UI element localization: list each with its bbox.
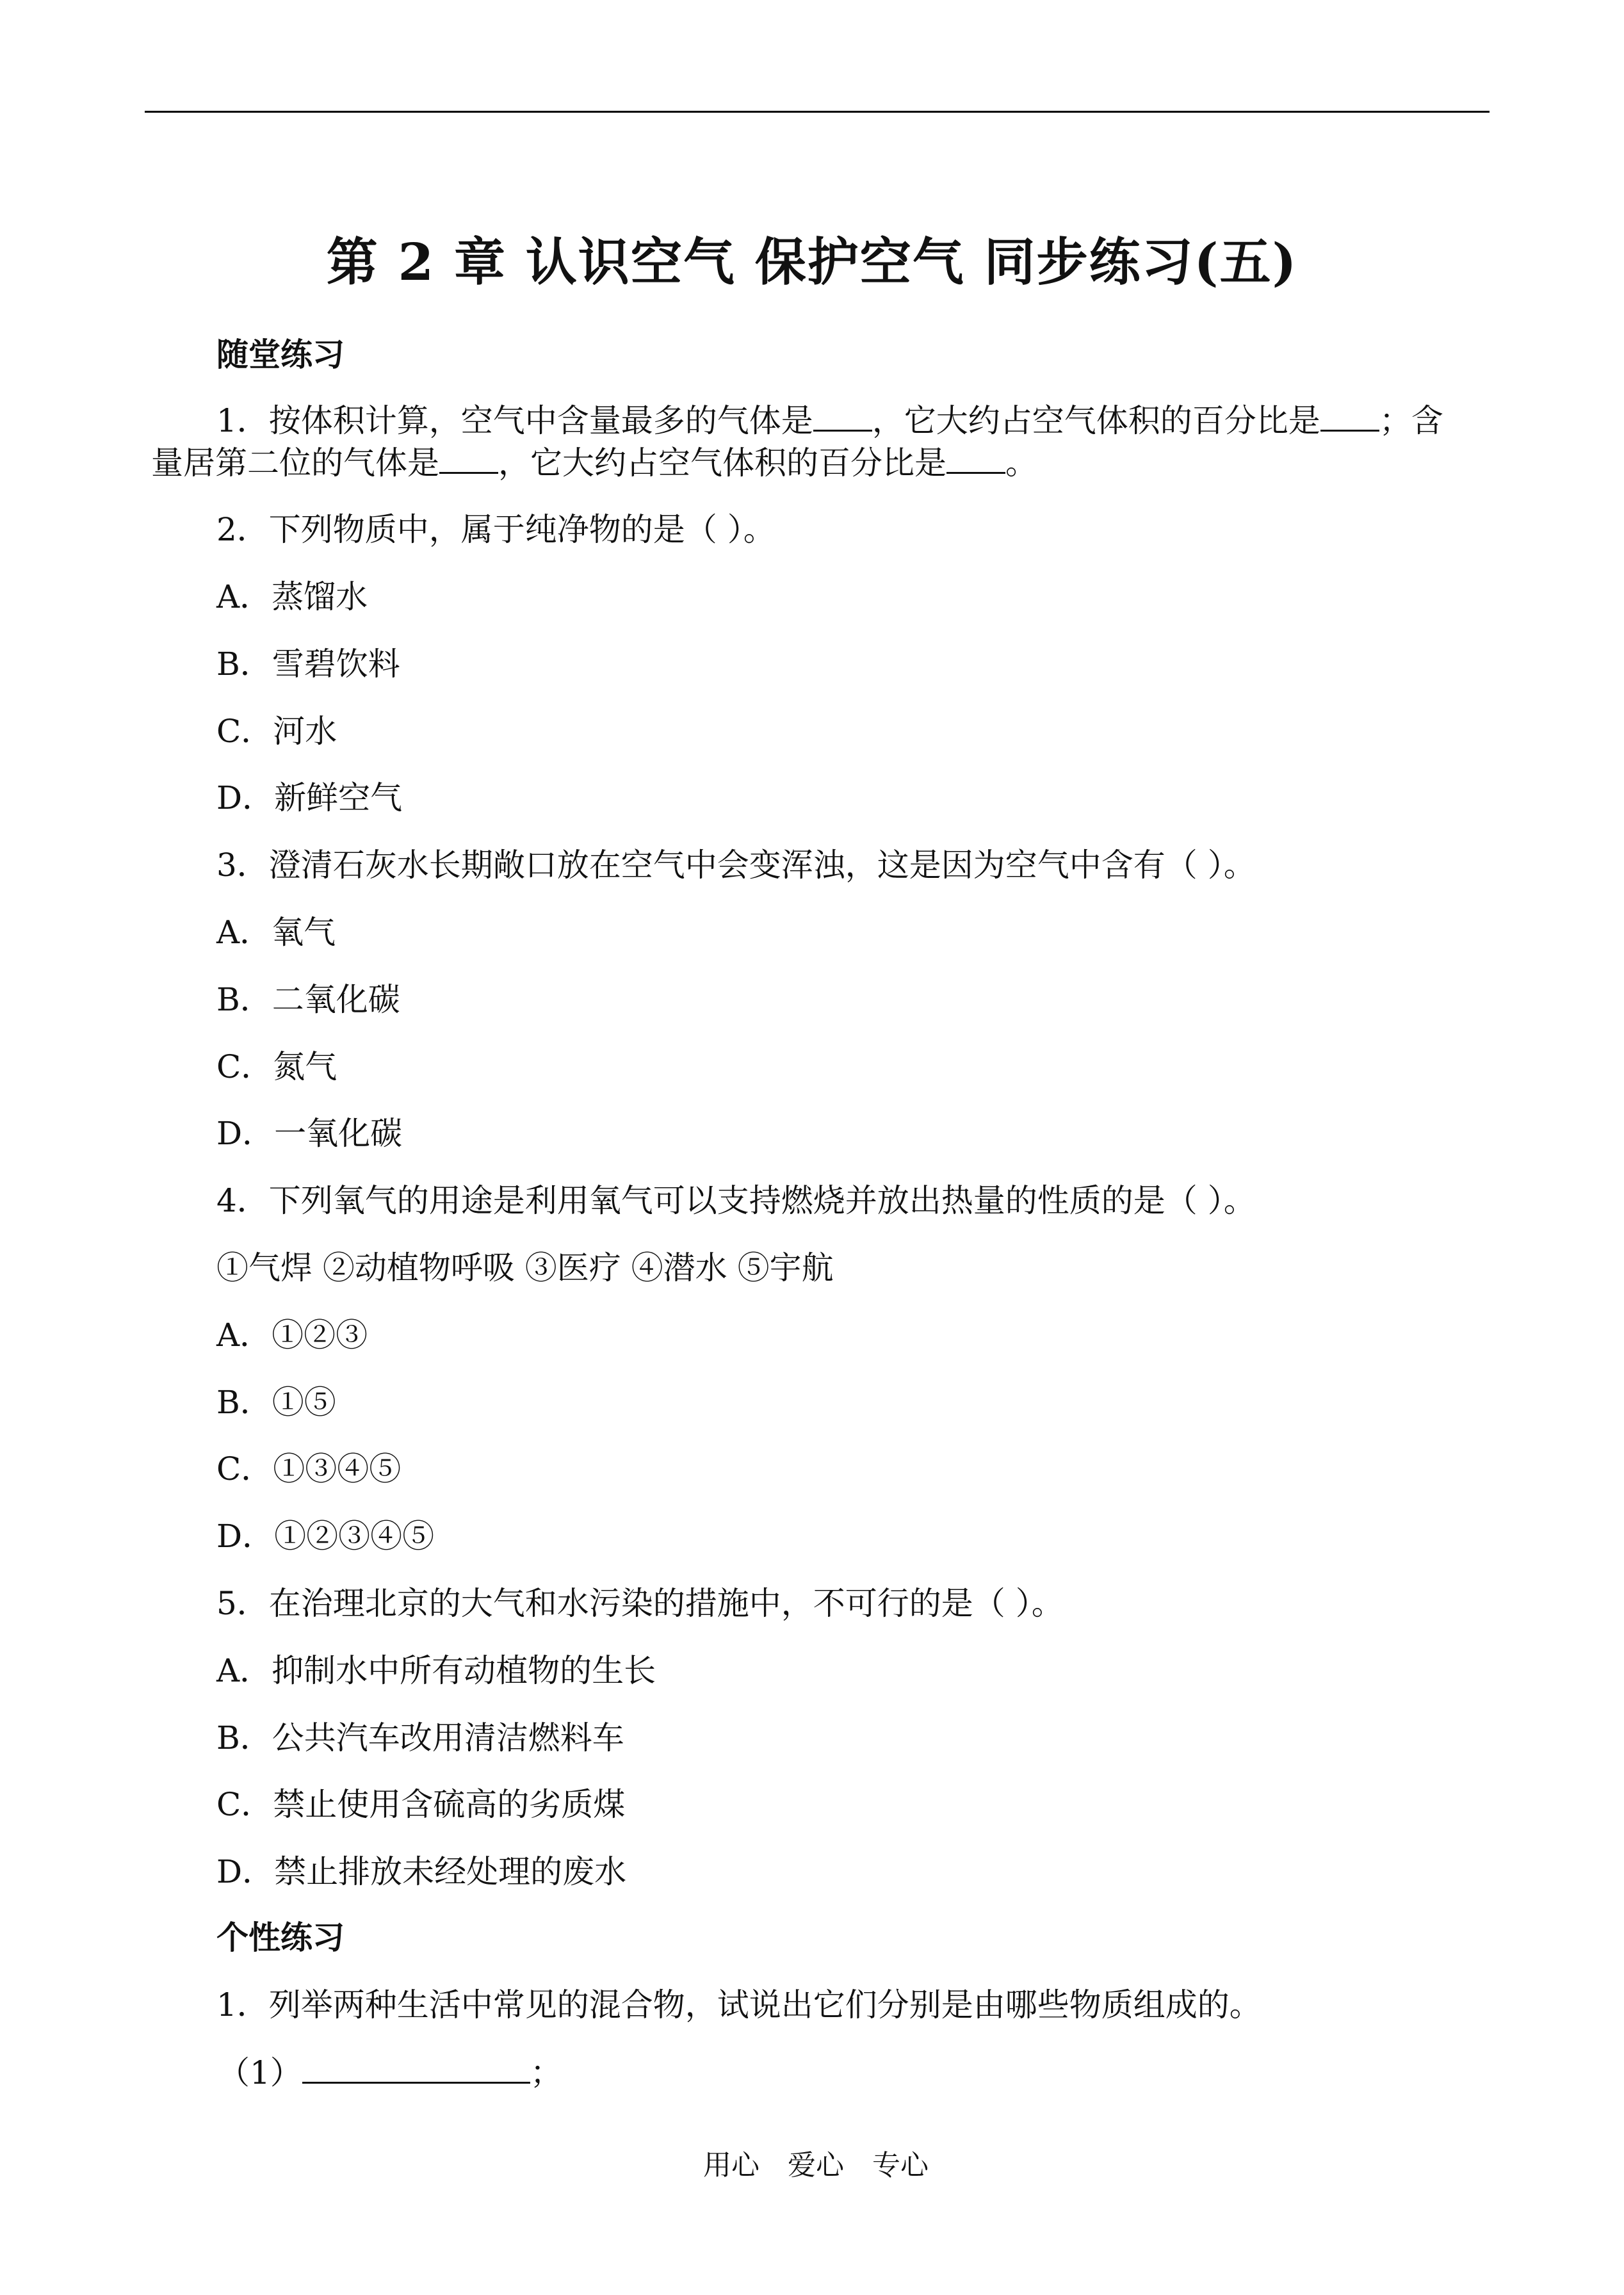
section-heading-individual: 个性练习 — [216, 1918, 345, 1956]
individual-question-1-stem: 1．列举两种生活中常见的混合物，试说出它们分别是由哪些物质组成的。 — [216, 1986, 1262, 2023]
q1-text-a: 1．按体积计算，空气中含量最多的气体是 — [216, 402, 813, 439]
question-4-choices: ①气焊 ②动植物呼吸 ③医疗 ④潜水 ⑤宇航 — [216, 1249, 834, 1286]
question-5-stem: 5．在治理北京的大气和水污染的措施中，不可行的是（ ）。 — [216, 1585, 1064, 1622]
question-2-option-c: C．河水 — [216, 713, 337, 750]
question-3-option-b: B．二氧化碳 — [216, 981, 400, 1018]
question-4-option-a: A．①②③ — [216, 1317, 368, 1354]
question-4-option-c: C．①③④⑤ — [216, 1450, 402, 1488]
item-1-end: ； — [530, 2054, 562, 2091]
page-title: 第 2 章 认识空气 保护空气 同步练习(五) — [326, 232, 1298, 292]
question-4-option-b: B．①⑤ — [216, 1384, 336, 1421]
question-4-stem: 4．下列氧气的用途是利用氧气可以支持燃烧并放出热量的性质的是（ ）。 — [216, 1182, 1256, 1219]
page-footer: 用心 爱心 专心 — [703, 2149, 929, 2182]
item-1-answer-blank[interactable] — [302, 2054, 530, 2084]
question-3-option-d: D．一氧化碳 — [216, 1115, 403, 1152]
question-2-stem: 2．下列物质中，属于纯净物的是（ ）。 — [216, 511, 775, 548]
q1-blank-4[interactable] — [946, 444, 1005, 474]
question-2-option-b: B．雪碧饮料 — [216, 645, 400, 683]
question-1-line-2 — [151, 444, 1037, 482]
question-3-option-a: A．氧气 — [216, 914, 336, 951]
question-2-option-a: A．蒸馏水 — [216, 578, 368, 615]
q1-text-f: 。 — [1005, 444, 1037, 482]
q1-blank-3[interactable] — [439, 444, 498, 474]
question-5-option-c: C．禁止使用含硫高的劣质煤 — [216, 1786, 626, 1823]
question-1-line-1 — [216, 401, 1443, 440]
question-5-option-b: B．公共汽车改用清洁燃料车 — [216, 1719, 624, 1756]
q1-blank-1[interactable] — [813, 401, 872, 432]
q1-text-e: ，它大约占空气体积的百分比是 — [498, 444, 946, 482]
top-rule — [145, 111, 1490, 113]
q1-text-c: ；含 — [1379, 402, 1443, 439]
question-3-option-c: C．氮气 — [216, 1048, 337, 1085]
question-2-option-d: D．新鲜空气 — [216, 779, 403, 816]
question-5-option-a: A．抑制水中所有动植物的生长 — [216, 1652, 656, 1689]
q1-text-b: ，它大约占空气体积的百分比是 — [872, 402, 1320, 439]
question-5-option-d: D．禁止排放未经处理的废水 — [216, 1853, 627, 1890]
question-4-option-d: D．①②③④⑤ — [216, 1518, 435, 1555]
q1-text-d: 量居第二位的气体是 — [151, 444, 439, 482]
section-heading-practice: 随堂练习 — [216, 336, 345, 373]
question-3-stem: 3．澄清石灰水长期敞口放在空气中会变浑浊，这是因为空气中含有（ ）。 — [216, 847, 1256, 884]
individual-question-1-item-1 — [218, 2054, 562, 2092]
q1-blank-2[interactable] — [1320, 401, 1379, 432]
item-1-label: （1） — [218, 2054, 302, 2091]
